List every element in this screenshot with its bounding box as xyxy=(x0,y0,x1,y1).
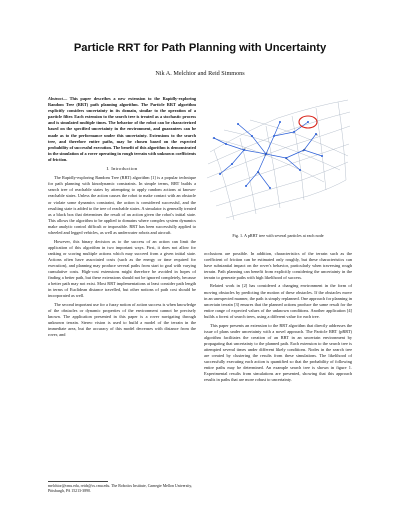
intro-paragraph-1: The Rapidly-exploring Random Tree (RRT) algorithm [1] is a popular technique for path planning with kinodynamic constraints. In simple terms, RRT builds a search tree of reachable states by attempting to apply random actions at known-reachable states. Unless the action causes the robot to make contact with an obstacle or violate some dynamics constraint, the action is considered successful, and the resulting state is added to the tree of reachable states. A simulator is generally treated as a black box that determines the result of an action given the robot's initial state. This allows the algorithm to be applied to domains where complex system dynamics make analytic control difficult or impossible. RRT has been successfully applied to wheeled and legged vehicles, as well as underwater robots and aircraft. xyxy=(48,175,196,235)
footnote-rule xyxy=(48,481,108,482)
intro-paragraph-3: The second important use for a fuzzy notion of action success is when knowledge of the obstacles or dynamic properties of the environment cannot be precisely known. The application presented in this paper is a rover navigating through unknown terrain. Stereo vision is used to build a model of the terrain in the immediate area, but the accuracy of this model decreases with distance from the rover, and xyxy=(48,302,196,338)
figure-1-caption: Fig. 1. A pRRT tree with several particles at each node xyxy=(232,233,324,238)
figure-1-prrt-tree xyxy=(204,92,352,233)
contribution-paragraph: This paper presents an extension to the RRT algorithm that directly addresses the issue of plans under uncertainty with a novel approach. The Particle RRT (pRRT) algorithm facilitates the creation of an RRT in an uncertain environment by propagating that uncertainty to the planned path. Each extension to the search tree is attempted several times under different likely conditions. Nodes in the search tree are created by clustering the results from these simulations. The likelihood of successfully executing each action is quantified so that the probability of following entire paths may be determined. An example search tree is shown in figure 1. Experimental results from simulations are presented, showing that this approach results in paths that are more robust to uncertainty. xyxy=(204,322,352,383)
paper-authors: Nik A. Melchior and Reid Simmons xyxy=(155,70,245,77)
author-footnote: melchior@cmu.edu, reids@cs.cmu.edu. The Robotics Institute, Carnegie Mellon University, Pittsburgh, PA 15213-3890. xyxy=(48,484,193,494)
section-heading-introduction: I. Introduction xyxy=(106,166,138,172)
abstract-lead: Abstract xyxy=(48,96,63,101)
terrain-mesh xyxy=(207,100,350,220)
right-paragraph-continuation: occlusions are possible. In addition, characteristics of the terrain such as the coefficient of friction can be estimated only roughly, but these characteristics can have substantial impact on the rover's behavior, particularly when traversing rough terrain. Path planning can benefit from explicitly considering the uncertainty in the terrain to generate paths with high likelihood of success. xyxy=(204,250,352,280)
abstract xyxy=(48,96,196,163)
related-work-paragraph: Related work in [2] has considered a changing environment in the form of moving obstacles by predicting the motion of these obstacles. If the obstacles move in an unexpected manner, the path is simply replanned. One approach for planning in uncertain terrain [3] ensures that the planned actions produce the same result for the entire range of expected values of the unknown conditions. Another application [4] builds a forest of search trees, using a different value for each tree. xyxy=(204,283,352,319)
left-column xyxy=(48,96,196,341)
right-column xyxy=(204,92,352,386)
intro-paragraph-2: However, this binary decision as to the success of an action can limit the application of this algorithm in two important ways. First, it does not allow for ranking or scoring multiple actions which may succeed from a given initial state. Actions often have associated costs (such as the energy or time required for execution), and planning may produce several paths from start to goal with varying cumulative costs. High-cost extensions might therefore be avoided in hopes of finding a better path, but these extensions should not be ignored completely, because a better path may not exist. Most RRT implementations at least consider path length in terms of Euclidean distance travelled, but other notions of path cost should be incorporated as well. xyxy=(48,238,196,299)
prrt-tree-plot xyxy=(204,92,352,233)
paper-title: Particle RRT for Path Planning with Uncertainty xyxy=(73,42,327,54)
search-tree-edges xyxy=(214,122,322,188)
abstract-text: — This paper describes a new extension to the Rapidly-exploring Random Tree (RRT) path planning algorithm. The Particle RRT algorithm explicitly considers uncertainty in its domain, similar to the operation of a particle filter. Each extension to the search tree is treated as a stochastic process and is simulated multiple times. The behavior of the robot can be characterized based on the specified uncertainty in the environment, and guarantees can be made as to the performance under this uncertainty. Extensions to the search tree, and therefore entire paths, may be chosen based on the expected probability of successful execution. The benefit of this algorithm is demonstrated in the simulation of a rover operating in rough terrain with unknown coefficients of friction. xyxy=(48,96,197,162)
